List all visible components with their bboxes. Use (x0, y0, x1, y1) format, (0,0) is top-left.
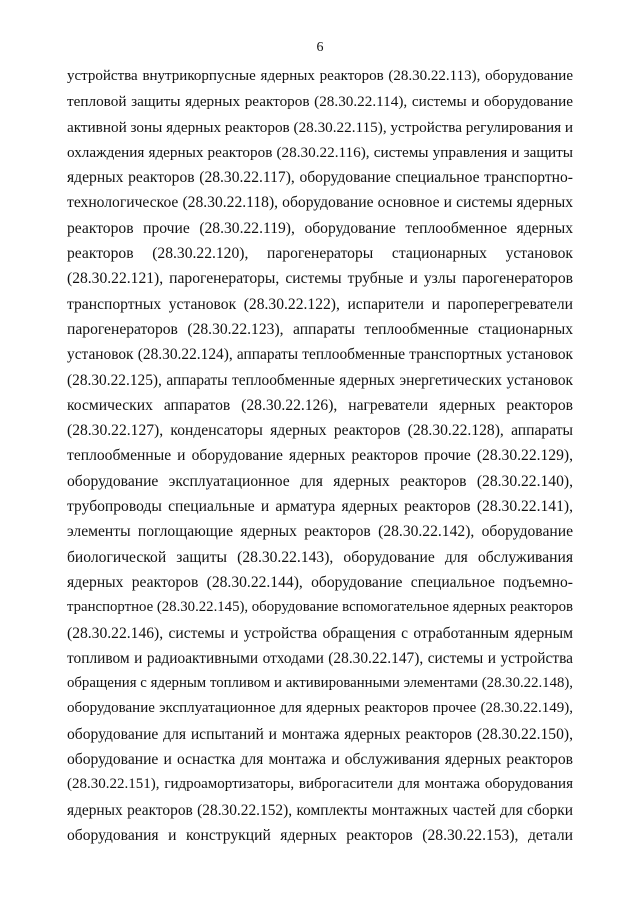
text-line: трубопроводы специальные и арматура ядерных реакторов (28.30.22.141), (67, 498, 573, 516)
text-line: оборудование эксплуатационное для ядерных реакторов прочее (28.30.22.149), (67, 700, 573, 717)
text-line: тепловой защиты ядерных реакторов (28.30.22.114), системы и оборудование (67, 93, 573, 111)
text-line: биологической защиты (28.30.22.143), оборудование для обслуживания (67, 548, 573, 566)
text-line: оборудование и оснастка для монтажа и обслуживания ядерных реакторов (67, 751, 573, 769)
text-line: (28.30.22.125), аппараты теплообменные ядерных энергетических установок (67, 371, 573, 389)
body-text (67, 64, 573, 848)
text-line: реакторов (28.30.22.120), парогенераторы стационарных установок (67, 245, 573, 263)
text-line: (28.30.22.127), конденсаторы ядерных реакторов (28.30.22.128), аппараты (67, 422, 573, 440)
text-line: обращения с ядерным топливом и активированными элементами (28.30.22.148), (67, 675, 573, 692)
page-number: 6 (316, 40, 324, 55)
text-line: топливом и радиоактивными отходами (28.30.22.147), системы и устройства (67, 649, 573, 667)
text-line: теплообменные и оборудование ядерных реакторов прочие (28.30.22.129), (67, 447, 573, 465)
text-line: транспортных установок (28.30.22.122), испарители и пароперегреватели (67, 295, 573, 313)
text-line: устройства внутрикорпусные ядерных реакторов (28.30.22.113), оборудование (67, 68, 573, 84)
text-line: оборудования и конструкций ядерных реакторов (28.30.22.153), детали (67, 826, 573, 844)
text-line: установок (28.30.22.124), аппараты теплообменные транспортных установок (67, 346, 573, 364)
text-line: технологическое (28.30.22.118), оборудование основное и системы ядерных (67, 194, 573, 212)
text-line: охлаждения ядерных реакторов (28.30.22.116), системы управления и защиты (67, 143, 573, 161)
text-line: (28.30.22.151), гидроамортизаторы, виброгасители для монтажа оборудования (67, 776, 573, 793)
text-line: оборудование для испытаний и монтажа ядерных реакторов (28.30.22.150), (67, 725, 573, 743)
text-line: космических аппаратов (28.30.22.126), нагреватели ядерных реакторов (67, 396, 573, 414)
text-line: (28.30.22.121), парогенераторы, системы трубные и узлы парогенераторов (67, 270, 573, 288)
text-line: элементы поглощающие ядерных реакторов (28.30.22.142), оборудование (67, 523, 573, 541)
text-line: ядерных реакторов (28.30.22.144), оборудование специальное подъемно- (67, 573, 573, 591)
text-line: активной зоны ядерных реакторов (28.30.22.115), устройства регулирования и (67, 118, 574, 136)
text-line: (28.30.22.146), системы и устройства обращения с отработанным ядерным (67, 624, 573, 642)
text-line: ядерных реакторов (28.30.22.117), оборудование специальное транспортно- (67, 169, 573, 187)
text-line: транспортное (28.30.22.145), оборудование вспомогательное ядерных реакторов (67, 599, 574, 616)
text-line: реакторов прочие (28.30.22.119), оборудование теплообменное ядерных (67, 219, 573, 237)
text-line: парогенераторов (28.30.22.123), аппараты теплообменные стационарных (67, 320, 573, 338)
text-line: оборудование эксплуатационное для ядерных реакторов (28.30.22.140), (67, 472, 573, 490)
text-line: ядерных реакторов (28.30.22.152), комплекты монтажных частей для сборки (67, 801, 573, 819)
